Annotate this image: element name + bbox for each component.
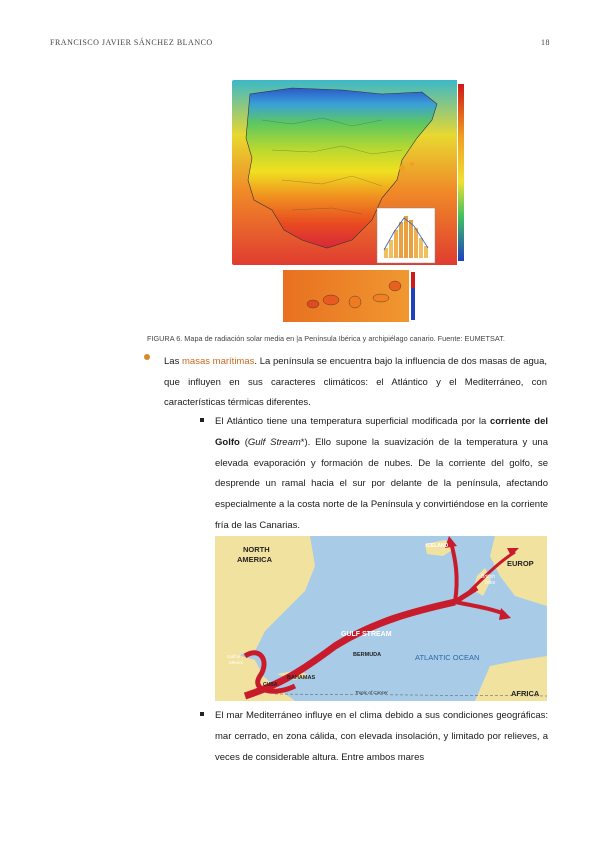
bullet1-prefix: Las <box>164 356 183 367</box>
label-gulf-of-mexico-1: Gulf of <box>227 654 241 659</box>
page-number: 18 <box>541 38 550 47</box>
subbullet-atlantic-text <box>215 412 548 537</box>
bullet-maritime-text <box>164 352 547 414</box>
page-header <box>50 38 550 52</box>
label-bermuda: BERMUDA <box>353 652 382 658</box>
label-gulf-stream: GULF STREAM <box>341 631 392 638</box>
bullet1-body: . La península se encuentra bajo la influencia de dos masas de agua, que influyen en sus caracteres climáticos: el Atlántico y el Mediterráneo, con características térmicas diferentes. <box>164 356 547 408</box>
label-british-isles-2: Isles <box>485 580 496 586</box>
square-bullet <box>200 712 204 716</box>
solar-radiation-map <box>232 80 470 265</box>
figure-caption: FIGURA 6. Mapa de radiación solar media en |a Península Ibérica y archipiélago canario. Fuente: EUMETSAT. <box>147 334 505 343</box>
bold-corriente-del-golfo: corriente del Golfo <box>215 416 548 448</box>
sub1-text-a: El Atlántico tiene una temperatura superficial modificada por la <box>215 416 490 427</box>
label-north-america-1: NORTH <box>243 545 270 554</box>
label-gulf-of-mexico-2: Mexico <box>229 660 244 665</box>
gulf-stream-graphic <box>215 536 547 701</box>
sub1-text-c: *). Ello supone la suavización de la temperatura y una elevada evaporación y formación de nubes. De la corriente del golfo, se desprende un ramal hacia el sur por delante de la península, afectando especialmente a la costa norte de la Península y convirtiéndose en la corriente fría de las Canarias. <box>215 436 548 531</box>
highlight-masas-maritimas: masas marítimas <box>182 356 255 367</box>
subbullet-mediterranean-text: El mar Mediterráneo influye en el clima debido a sus condiciones geográficas: mar cerrado, en zona cálida, con elevada insolación, y limitado por relieves, a veces de considerable altura. Entre ambos mares <box>215 710 548 763</box>
header-author: FRANCISCO JAVIER SÁNCHEZ BLANCO <box>50 38 213 47</box>
italic-gulf-stream: Gulf Stream <box>247 436 301 448</box>
subbullet-atlantic <box>200 412 548 537</box>
label-tropic-of-cancer: Tropic of Cancer <box>355 690 388 695</box>
label-africa: AFRICA <box>511 689 540 698</box>
solar-radiation-map-graphic <box>232 80 470 265</box>
sub1-text-b: ( <box>239 436 248 448</box>
bullet-maritime-masses <box>147 352 547 414</box>
label-atlantic-ocean: ATLANTIC OCEAN <box>415 653 480 662</box>
bullet-dot <box>144 354 150 360</box>
label-europe: EUROP <box>507 559 534 568</box>
label-iceland: ICELAND <box>426 543 449 549</box>
subbullet-mediterranean <box>200 706 548 768</box>
square-bullet <box>200 418 204 422</box>
label-north-america-2: AMERICA <box>237 555 272 564</box>
label-bahamas: BAHAMAS <box>287 675 316 681</box>
gulf-stream-map <box>215 536 547 701</box>
label-cuba: CUBA <box>263 682 278 688</box>
canary-islands-map <box>283 270 419 322</box>
canary-islands-graphic <box>283 270 419 322</box>
label-british-isles-1: British <box>481 574 495 580</box>
